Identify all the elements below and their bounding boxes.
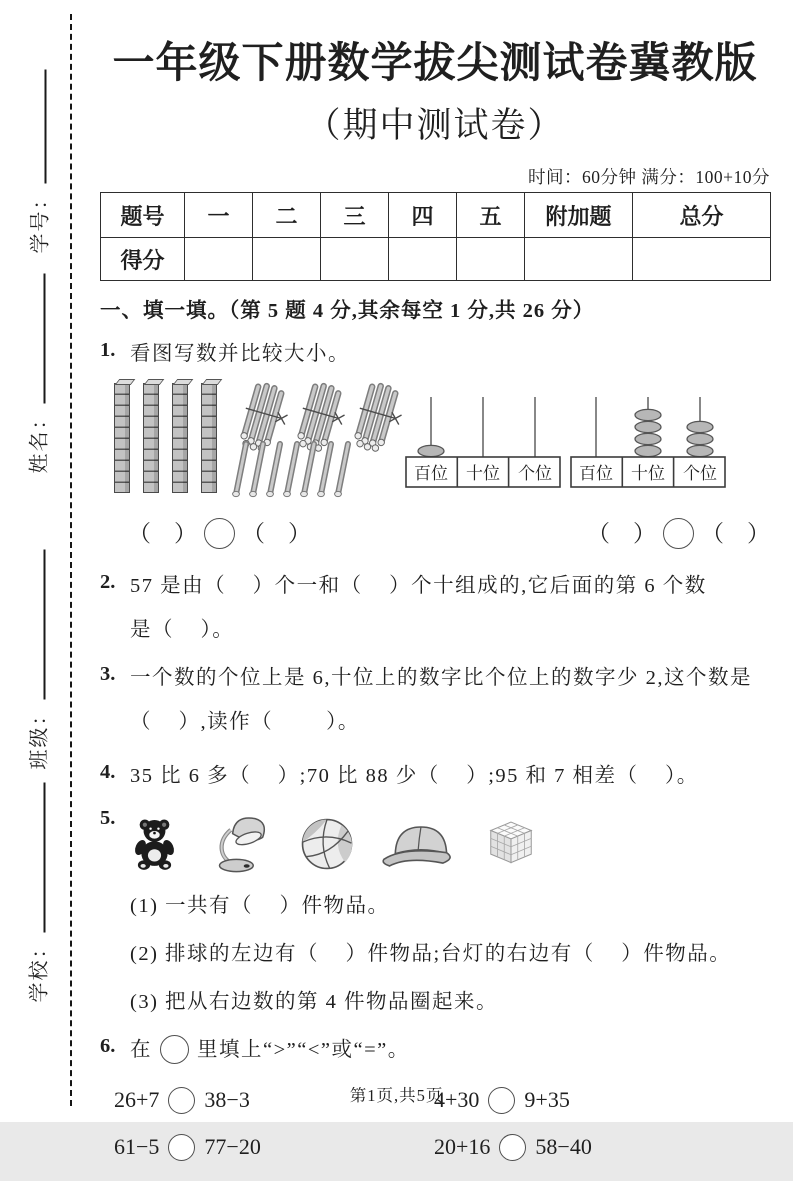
- ten-block-rod: [201, 383, 217, 493]
- place-label-ones: 个位: [518, 464, 552, 483]
- paper-content: [100, 0, 770, 1181]
- question-5-sub-1: (1) 一共有（ ）件物品。: [130, 895, 390, 917]
- score-header-cell: 四: [389, 193, 457, 238]
- question-5-sub-2: (2) 排球的左边有（ ）件物品;台灯的右边有（ ）件物品。: [130, 943, 732, 965]
- place-label-tens: 十位: [466, 464, 500, 483]
- question-3-text: [130, 663, 770, 737]
- question-3-line-1: 一个数的个位上是 6,十位上的数字比个位上的数字少 2,这个数是: [130, 667, 752, 689]
- question-1-number: 1.: [100, 339, 116, 361]
- abacus-right: [570, 395, 726, 489]
- ten-block-rod: [143, 383, 159, 493]
- question-2-line-1: 57 是由（ ）个一和（ ）个十组成的,它后面的第 6 个数: [130, 575, 707, 597]
- question-6: [100, 1035, 770, 1065]
- student-id-blank-line: [43, 70, 47, 184]
- score-table-score-row: [101, 238, 771, 281]
- class-blank-line: [42, 550, 46, 700]
- score-header-cell: 题号: [101, 193, 185, 238]
- place-label-tens: 十位: [631, 464, 665, 483]
- answer-blank: （ ）: [701, 521, 770, 546]
- question-1-figure: [100, 377, 770, 505]
- cap-icon: [382, 819, 458, 873]
- compare-group-blocks: [128, 515, 311, 549]
- ten-block-rod: [172, 383, 188, 493]
- question-5-sub-3: (3) 把从右边数的第 4 件物品圈起来。: [130, 991, 499, 1013]
- expression-right: 58−40: [535, 1134, 592, 1159]
- expression-left: 20+16: [434, 1134, 491, 1159]
- expression-left: 26+7: [114, 1087, 160, 1112]
- exam-info-line: 时间：60分钟 满分：100+10分: [528, 167, 770, 187]
- answer-blank: （ ）: [587, 521, 656, 546]
- question-6-lead-post: 里填上“>”“<”或“=”。: [197, 1039, 410, 1061]
- score-blank-cell: [185, 238, 253, 281]
- expression-right: 77−20: [204, 1134, 261, 1159]
- score-header-cell: 一: [185, 193, 253, 238]
- expression-right: 38−3: [204, 1087, 250, 1112]
- score-row-label: 得分: [101, 238, 185, 281]
- question-2-line-2: 是（ ）。: [130, 619, 235, 641]
- question-3-number: 3.: [100, 663, 116, 685]
- base-ten-rods: [114, 383, 217, 493]
- score-header-cell: 附加题: [525, 193, 633, 238]
- rubiks-cube-icon: [484, 815, 538, 873]
- expression-pair: [434, 1134, 592, 1161]
- student-id-label: 学号：: [29, 187, 52, 254]
- question-2-text: [130, 571, 770, 645]
- answer-blank: （ ）: [242, 521, 311, 546]
- abacus-beads: [635, 409, 713, 456]
- school-field: [23, 791, 52, 1003]
- question-6-lead: [130, 1035, 770, 1065]
- question-5-items: [130, 809, 770, 873]
- score-header-cell: 总分: [633, 193, 771, 238]
- question-1-answers: [100, 515, 770, 557]
- page-title: 一年级下册数学拔尖测试卷冀教版: [112, 41, 758, 87]
- desk-lamp-icon: [212, 813, 272, 873]
- question-2: [100, 571, 770, 645]
- score-blank-cell: [633, 238, 771, 281]
- class-label: 班级：: [28, 703, 51, 770]
- question-4-number: 4.: [100, 761, 116, 783]
- score-header-cell: 二: [253, 193, 321, 238]
- score-blank-cell: [525, 238, 633, 281]
- score-blank-cell: [457, 238, 525, 281]
- expression-pair: [114, 1134, 434, 1161]
- score-table: [100, 192, 771, 281]
- student-id-field: [24, 78, 53, 254]
- school-label: 学校：: [28, 936, 51, 1003]
- expression-right: 9+35: [524, 1087, 570, 1112]
- comparison-circle: [160, 1035, 189, 1064]
- binding-dashed-line: [70, 14, 72, 1106]
- teddy-bear-icon: [130, 815, 186, 873]
- ten-block-rod: [114, 383, 130, 493]
- student-name-blank-line: [42, 274, 46, 404]
- score-blank-cell: [253, 238, 321, 281]
- student-name-field: [23, 282, 52, 474]
- place-label-hundreds: 百位: [414, 464, 448, 483]
- question-5-body: [130, 807, 770, 1017]
- question-5: [100, 807, 770, 1017]
- score-table-header-row: [101, 193, 771, 238]
- section-1-heading: 一、填一填。（第 5 题 4 分,其余每空 1 分,共 26 分）: [100, 300, 595, 322]
- score-header-cell: 五: [457, 193, 525, 238]
- question-6-lead-pre: 在: [130, 1039, 152, 1061]
- question-6-number: 6.: [100, 1035, 116, 1057]
- question-4-text: 35 比 6 多（ ）;70 比 88 少（ ）;95 和 7 相差（ ）。: [130, 765, 699, 787]
- question-1: [100, 339, 770, 369]
- compare-group-abacus: [587, 515, 770, 549]
- question-2-number: 2.: [100, 571, 116, 593]
- volleyball-icon: [298, 815, 356, 873]
- score-blank-cell: [321, 238, 389, 281]
- comparison-circle: [168, 1134, 195, 1161]
- question-4: [100, 761, 770, 791]
- comparison-circle: [499, 1134, 526, 1161]
- expression-left: 4+30: [434, 1087, 480, 1112]
- question-3-line-2: （ ）,读作（ ）。: [130, 711, 360, 733]
- abacus-beads: [418, 445, 444, 456]
- score-blank-cell: [389, 238, 457, 281]
- school-blank-line: [42, 783, 46, 933]
- abacus-left: [405, 395, 561, 489]
- class-field: [23, 558, 52, 770]
- answer-blank: （ ）: [128, 521, 197, 546]
- student-name-label: 姓名：: [28, 407, 51, 474]
- question-5-number: 5.: [100, 807, 116, 829]
- expression-row: [100, 1134, 770, 1161]
- page-footer: 第1页,共5页: [349, 1086, 444, 1105]
- comparison-circle: [663, 518, 694, 549]
- page-subtitle: （期中测试卷）: [305, 106, 565, 145]
- place-label-hundreds: 百位: [579, 464, 613, 483]
- loose-sticks: [230, 439, 364, 499]
- place-label-ones: 个位: [683, 464, 717, 483]
- question-3: [100, 663, 770, 737]
- score-header-cell: 三: [321, 193, 389, 238]
- question-1-text: 看图写数并比较大小。: [130, 343, 350, 365]
- comparison-circle: [204, 518, 235, 549]
- expression-left: 61−5: [114, 1134, 160, 1159]
